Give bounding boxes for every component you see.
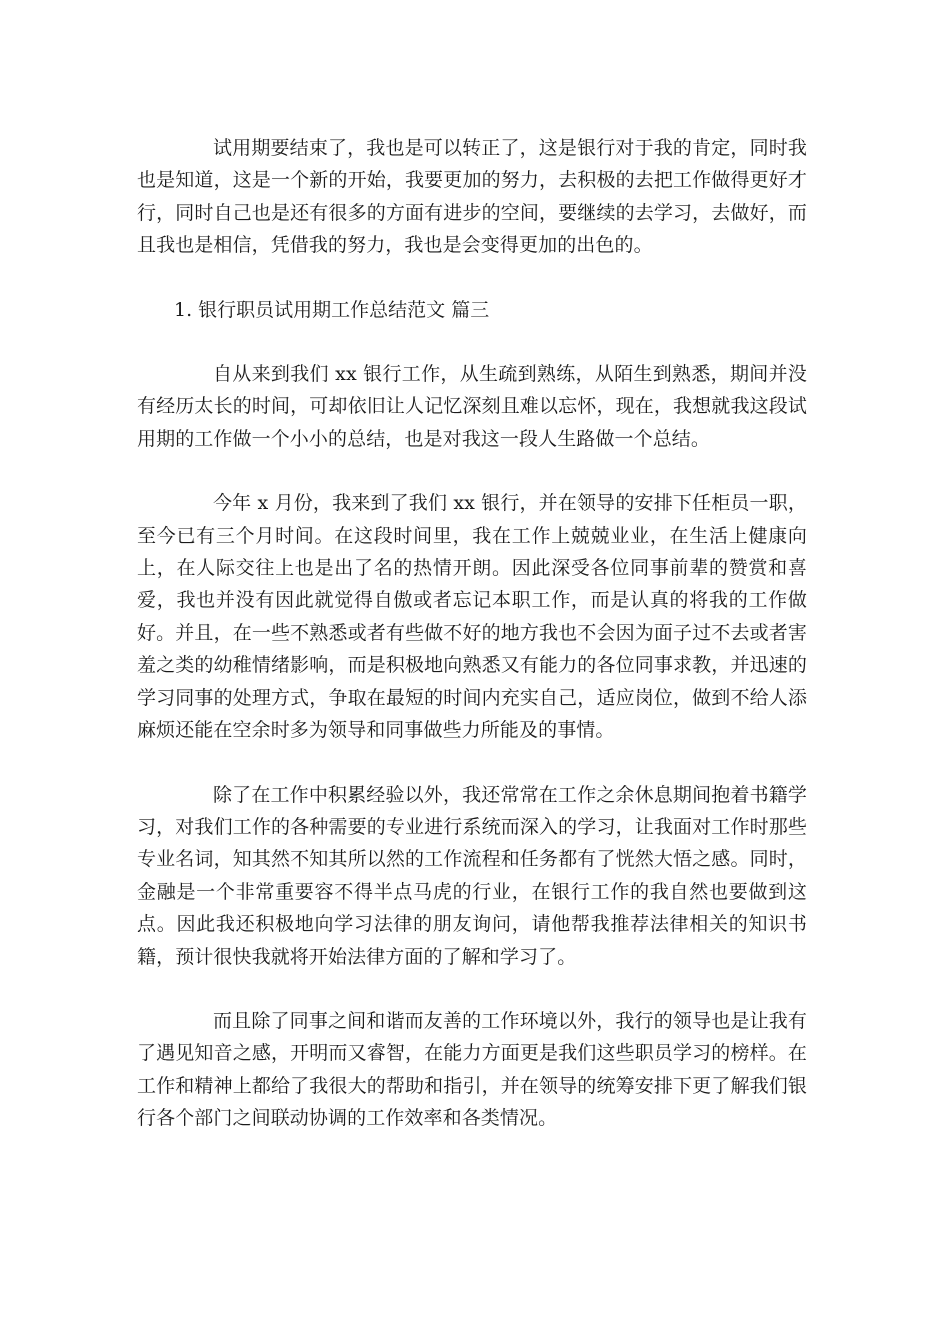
paragraph-4: 而且除了同事之间和谐而友善的工作环境以外，我行的领导也是让我有了遇见知音之感，开明而又睿智，在能力方面更是我们这些职员学习的榜样。在工作和精神上都给了我很大的帮助和指引，并在领导的统筹安排下更了解我们银行各个部门之间联动协调的工作效率和各类情况。 (137, 1009, 807, 1130)
paragraph-3: 除了在工作中积累经验以外，我还常常在工作之余休息期间抱着书籍学习，对我们工作的各种需要的专业进行系统而深入的学习，让我面对工作时那些专业名词，知其然不知其所以然的工作流程和任务都有了恍然大悟之感。同时，金融是一个非常重要容不得半点马虎的行业，在银行工作的我自然也要做到这点。因此我还积极地向学习法律的朋友询问，请他帮我推荐法律相关的知识书籍，预计很快我就将开始法律方面的了解和学习了。 (137, 783, 807, 968)
paragraph-intro: 试用期要结束了，我也是可以转正了，这是银行对于我的肯定，同时我也是知道，这是一个新的开始，我要更加的努力，去积极的去把工作做得更好才行，同时自己也是还有很多的方面有进步的空间，要继续的去学习，去做好，而且我也是相信，凭借我的努力，我也是会变得更加的出色的。 (137, 137, 807, 257)
document-body (137, 132, 807, 1167)
paragraph-1: 自从来到我们 xx 银行工作，从生疏到熟练，从陌生到熟悉，期间并没有经历太长的时间，可却依旧让人记忆深刻且难以忘怀，现在，我想就我这段试用期的工作做一个小小的总结，也是对我这一段人生路做一个总结。 (137, 363, 807, 450)
section-heading: 1. 银行职员试用期工作总结范文 篇三 (174, 298, 490, 321)
paragraph-2: 今年 x 月份，我来到了我们 xx 银行，并在领导的安排下任柜员一职，至今已有三个月时间。在这段时间里，我在工作上兢兢业业，在生活上健康向上，在人际交往上也是出了名的热情开朗。因此深受各位同事前辈的赞赏和喜爱，我也并没有因此就觉得自傲或者忘记本职工作，而是认真的将我的工作做好。并且，在一些不熟悉或者有些做不好的地方我也不会因为面子过不去或者害羞之类的幼稚情绪影响，而是积极地向熟悉又有能力的各位同事求教，并迅速的学习同事的处理方式，争取在最短的时间内充实自己，适应岗位，做到不给人添麻烦还能在空余时多为领导和同事做些力所能及的事情。 (137, 492, 807, 742)
